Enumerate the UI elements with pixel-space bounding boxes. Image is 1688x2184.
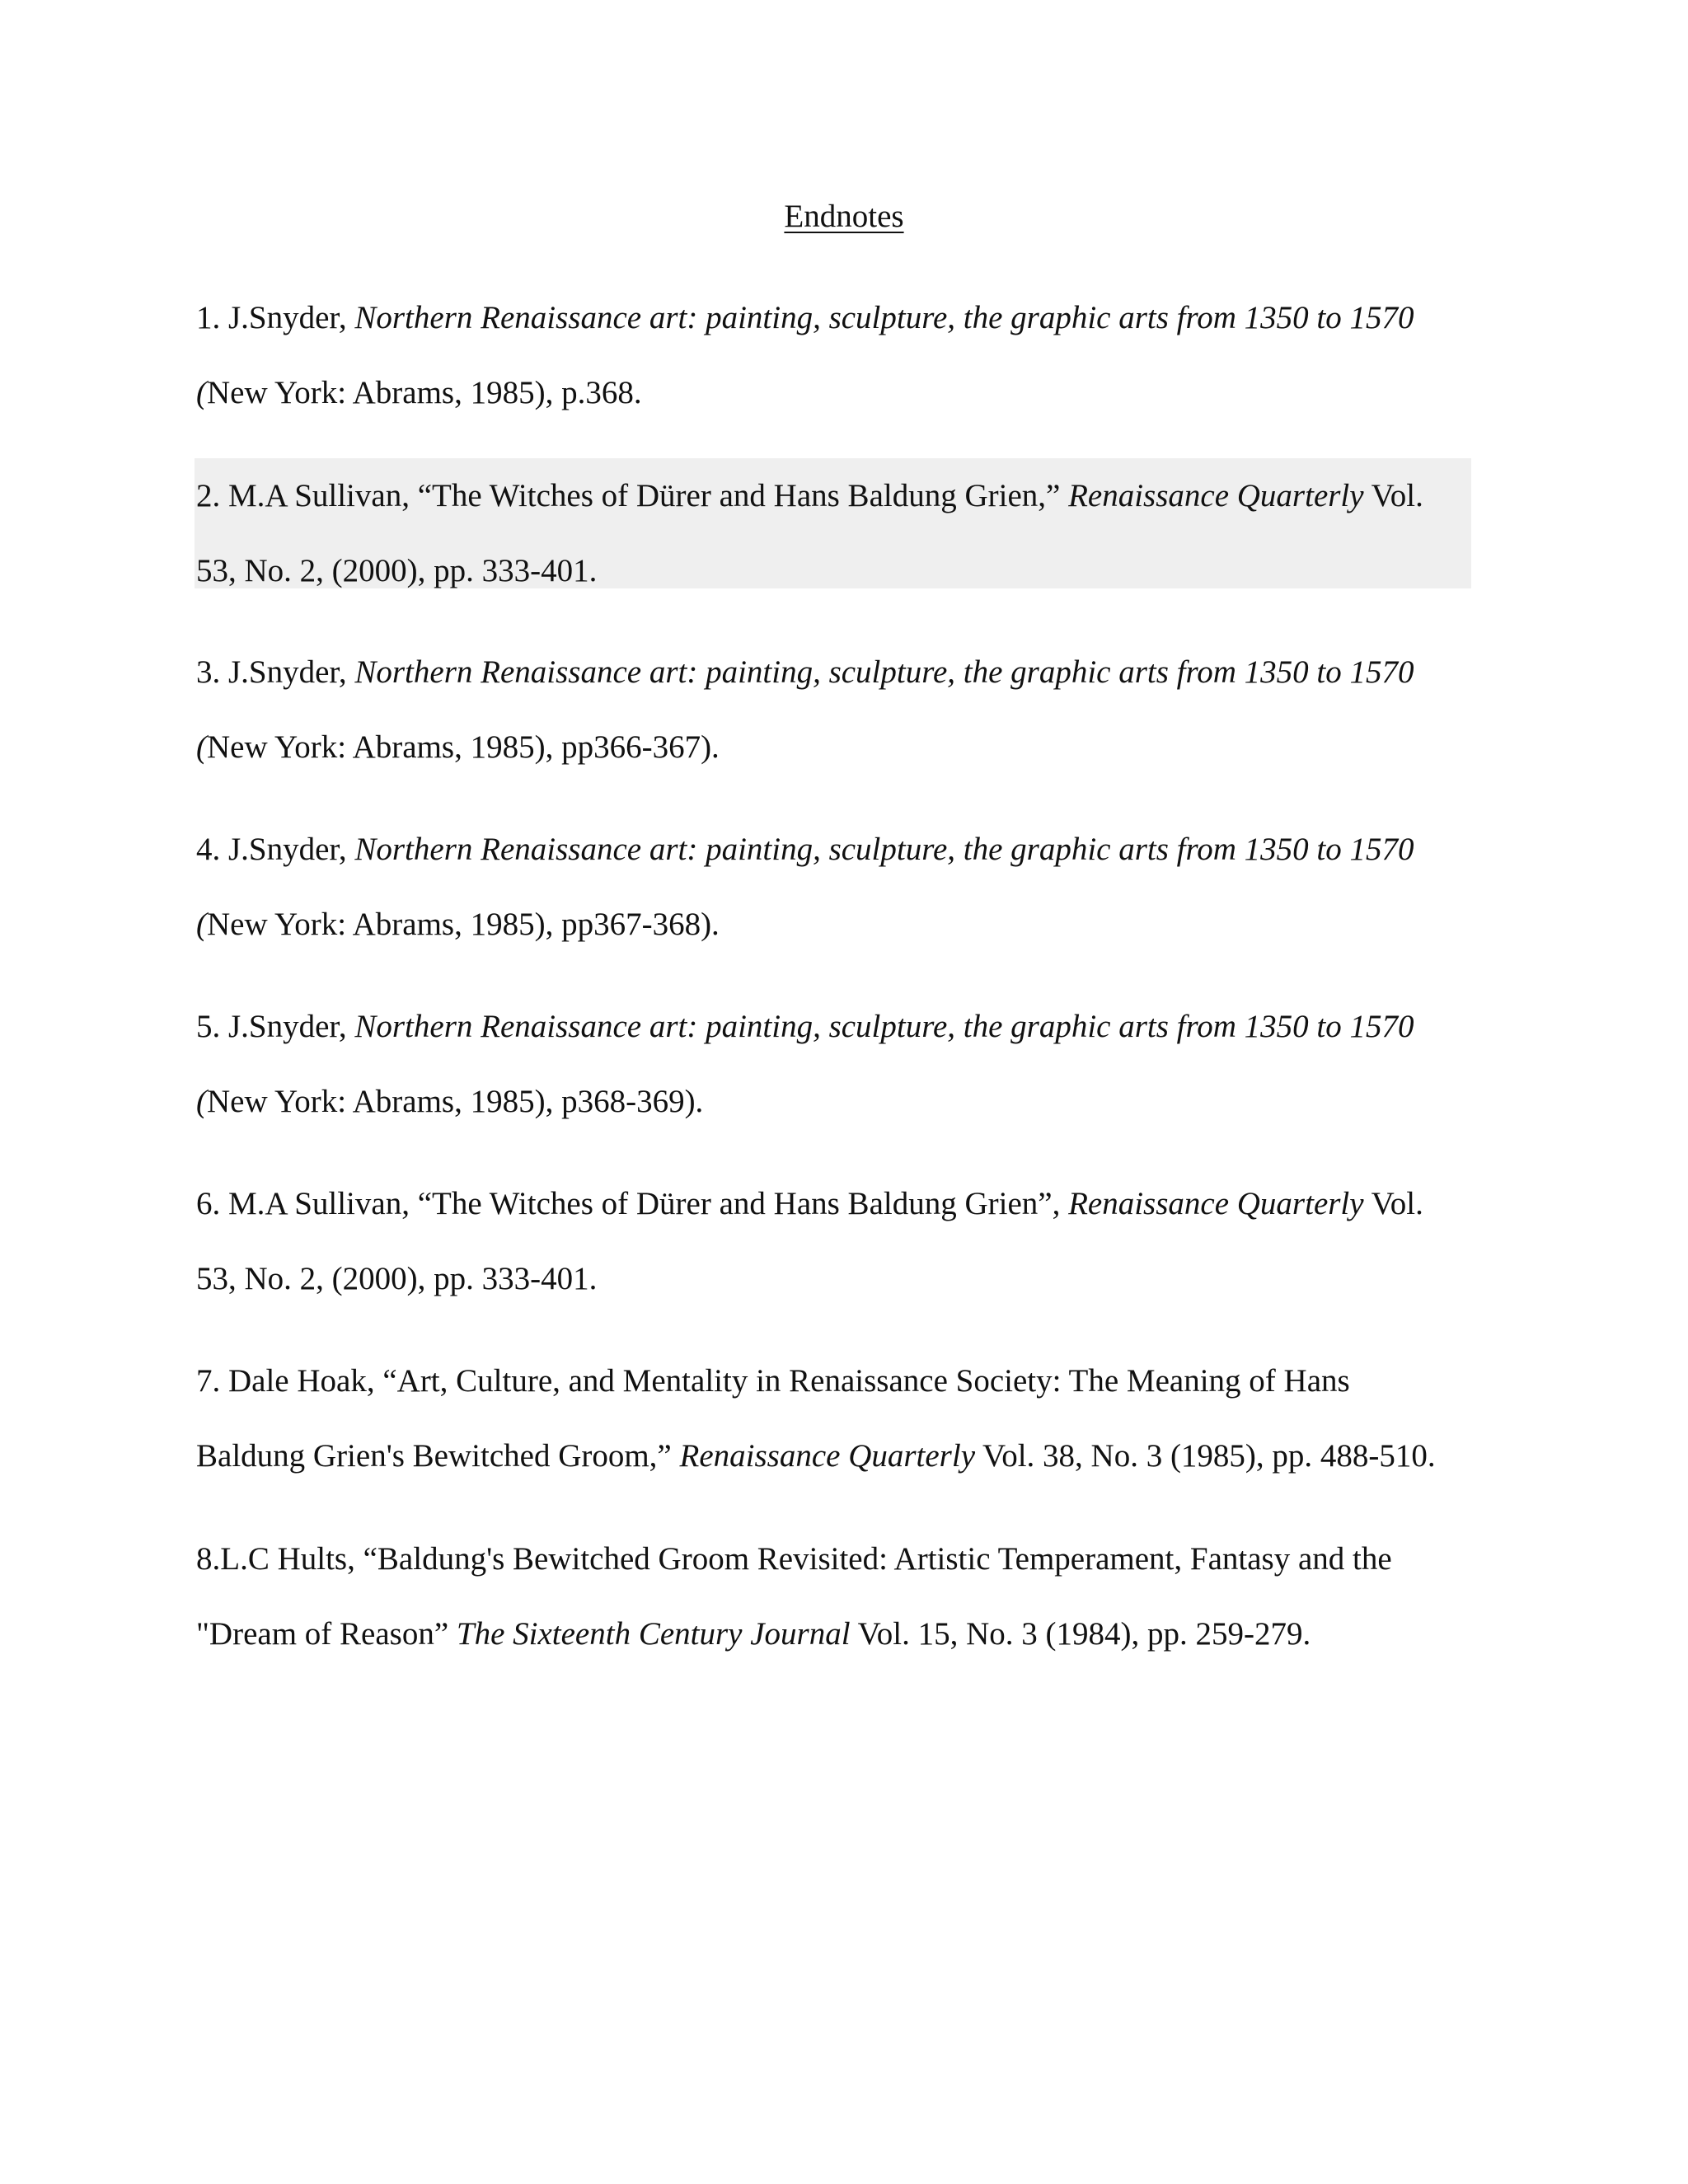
citation-text: 6. M.A Sullivan, “The Witches of Dürer and Hans Baldung Grien”, xyxy=(196,1186,1069,1221)
citation-text: New York: Abrams, 1985), pp367-368). xyxy=(207,907,720,942)
citation-paren: ( xyxy=(196,907,207,942)
citation-text: Vol. 15, No. 3 (1984), pp. 259-279. xyxy=(850,1616,1311,1652)
endnote-4 xyxy=(196,812,1482,962)
citation-text: 53, No. 2, (2000), pp. 333-401. xyxy=(196,1261,598,1296)
endnote-line xyxy=(196,989,1482,1064)
journal-title: Renaissance Quarterly xyxy=(679,1438,976,1474)
endnote-line xyxy=(196,812,1482,887)
endnote-line xyxy=(196,635,1482,710)
citation-paren: ( xyxy=(196,1084,207,1119)
citation-paren: ( xyxy=(196,375,207,410)
citation-text: Vol. xyxy=(1363,478,1423,513)
citation-text: 8.L.C Hults, “Baldung's Bewitched Groom Revisited: Artistic Temperament, Fantasy and the xyxy=(196,1541,1392,1577)
book-title: Northern Renaissance art: painting, sculpture, the graphic arts from 1350 to 1570 xyxy=(354,832,1414,867)
book-title: Northern Renaissance art: painting, sculpture, the graphic arts from 1350 to 1570 xyxy=(354,654,1414,690)
endnote-line xyxy=(196,1064,1482,1139)
endnote-8 xyxy=(196,1521,1482,1671)
endnote-line xyxy=(196,1521,1482,1596)
page-title: Endnotes xyxy=(784,199,904,234)
endnote-line xyxy=(196,458,1471,533)
endnote-line xyxy=(196,533,1471,588)
citation-text: "Dream of Reason” xyxy=(196,1616,457,1652)
citation-text: Vol. 38, No. 3 (1985), pp. 488-510. xyxy=(975,1438,1436,1474)
citation-text: 7. Dale Hoak, “Art, Culture, and Mentality in Renaissance Society: The Meaning of Hans xyxy=(196,1363,1350,1399)
endnote-1 xyxy=(196,280,1482,430)
endnote-2[interactable] xyxy=(195,458,1471,588)
citation-paren: ( xyxy=(196,729,207,765)
journal-title: Renaissance Quarterly xyxy=(1068,1186,1364,1221)
endnote-3 xyxy=(196,635,1482,785)
citation-text: 2. M.A Sullivan, “The Witches of Dürer and Hans Baldung Grien,” xyxy=(196,478,1069,513)
endnote-line xyxy=(196,355,1482,430)
citation-text: New York: Abrams, 1985), pp366-367). xyxy=(207,729,720,765)
endnote-line xyxy=(196,1343,1482,1418)
citation-text: New York: Abrams, 1985), p.368. xyxy=(207,375,642,410)
book-title: Northern Renaissance art: painting, sculpture, the graphic arts from 1350 to 1570 xyxy=(354,1009,1414,1044)
citation-text: New York: Abrams, 1985), p368-369). xyxy=(207,1084,704,1119)
book-title: Northern Renaissance art: painting, sculpture, the graphic arts from 1350 to 1570 xyxy=(354,300,1414,335)
citation-text: 4. J.Snyder, xyxy=(196,832,355,867)
endnote-5 xyxy=(196,989,1482,1139)
citation-text: Baldung Grien's Bewitched Groom,” xyxy=(196,1438,680,1474)
citation-text: 1. J.Snyder, xyxy=(196,300,355,335)
endnote-line xyxy=(196,710,1482,785)
citation-text: 3. J.Snyder, xyxy=(196,654,355,690)
endnote-line xyxy=(196,1596,1482,1671)
endnote-line xyxy=(196,1418,1482,1493)
endnote-line xyxy=(196,887,1482,962)
endnote-line xyxy=(196,1166,1482,1241)
citation-text: Vol. xyxy=(1363,1186,1423,1221)
endnote-6 xyxy=(196,1166,1482,1316)
endnote-line xyxy=(196,280,1482,355)
journal-title: The Sixteenth Century Journal xyxy=(456,1616,851,1652)
citation-text: 53, No. 2, (2000), pp. 333-401. xyxy=(196,553,598,588)
citation-text: 5. J.Snyder, xyxy=(196,1009,355,1044)
endnote-7 xyxy=(196,1343,1482,1493)
endnote-line xyxy=(196,1241,1482,1316)
journal-title: Renaissance Quarterly xyxy=(1068,478,1364,513)
